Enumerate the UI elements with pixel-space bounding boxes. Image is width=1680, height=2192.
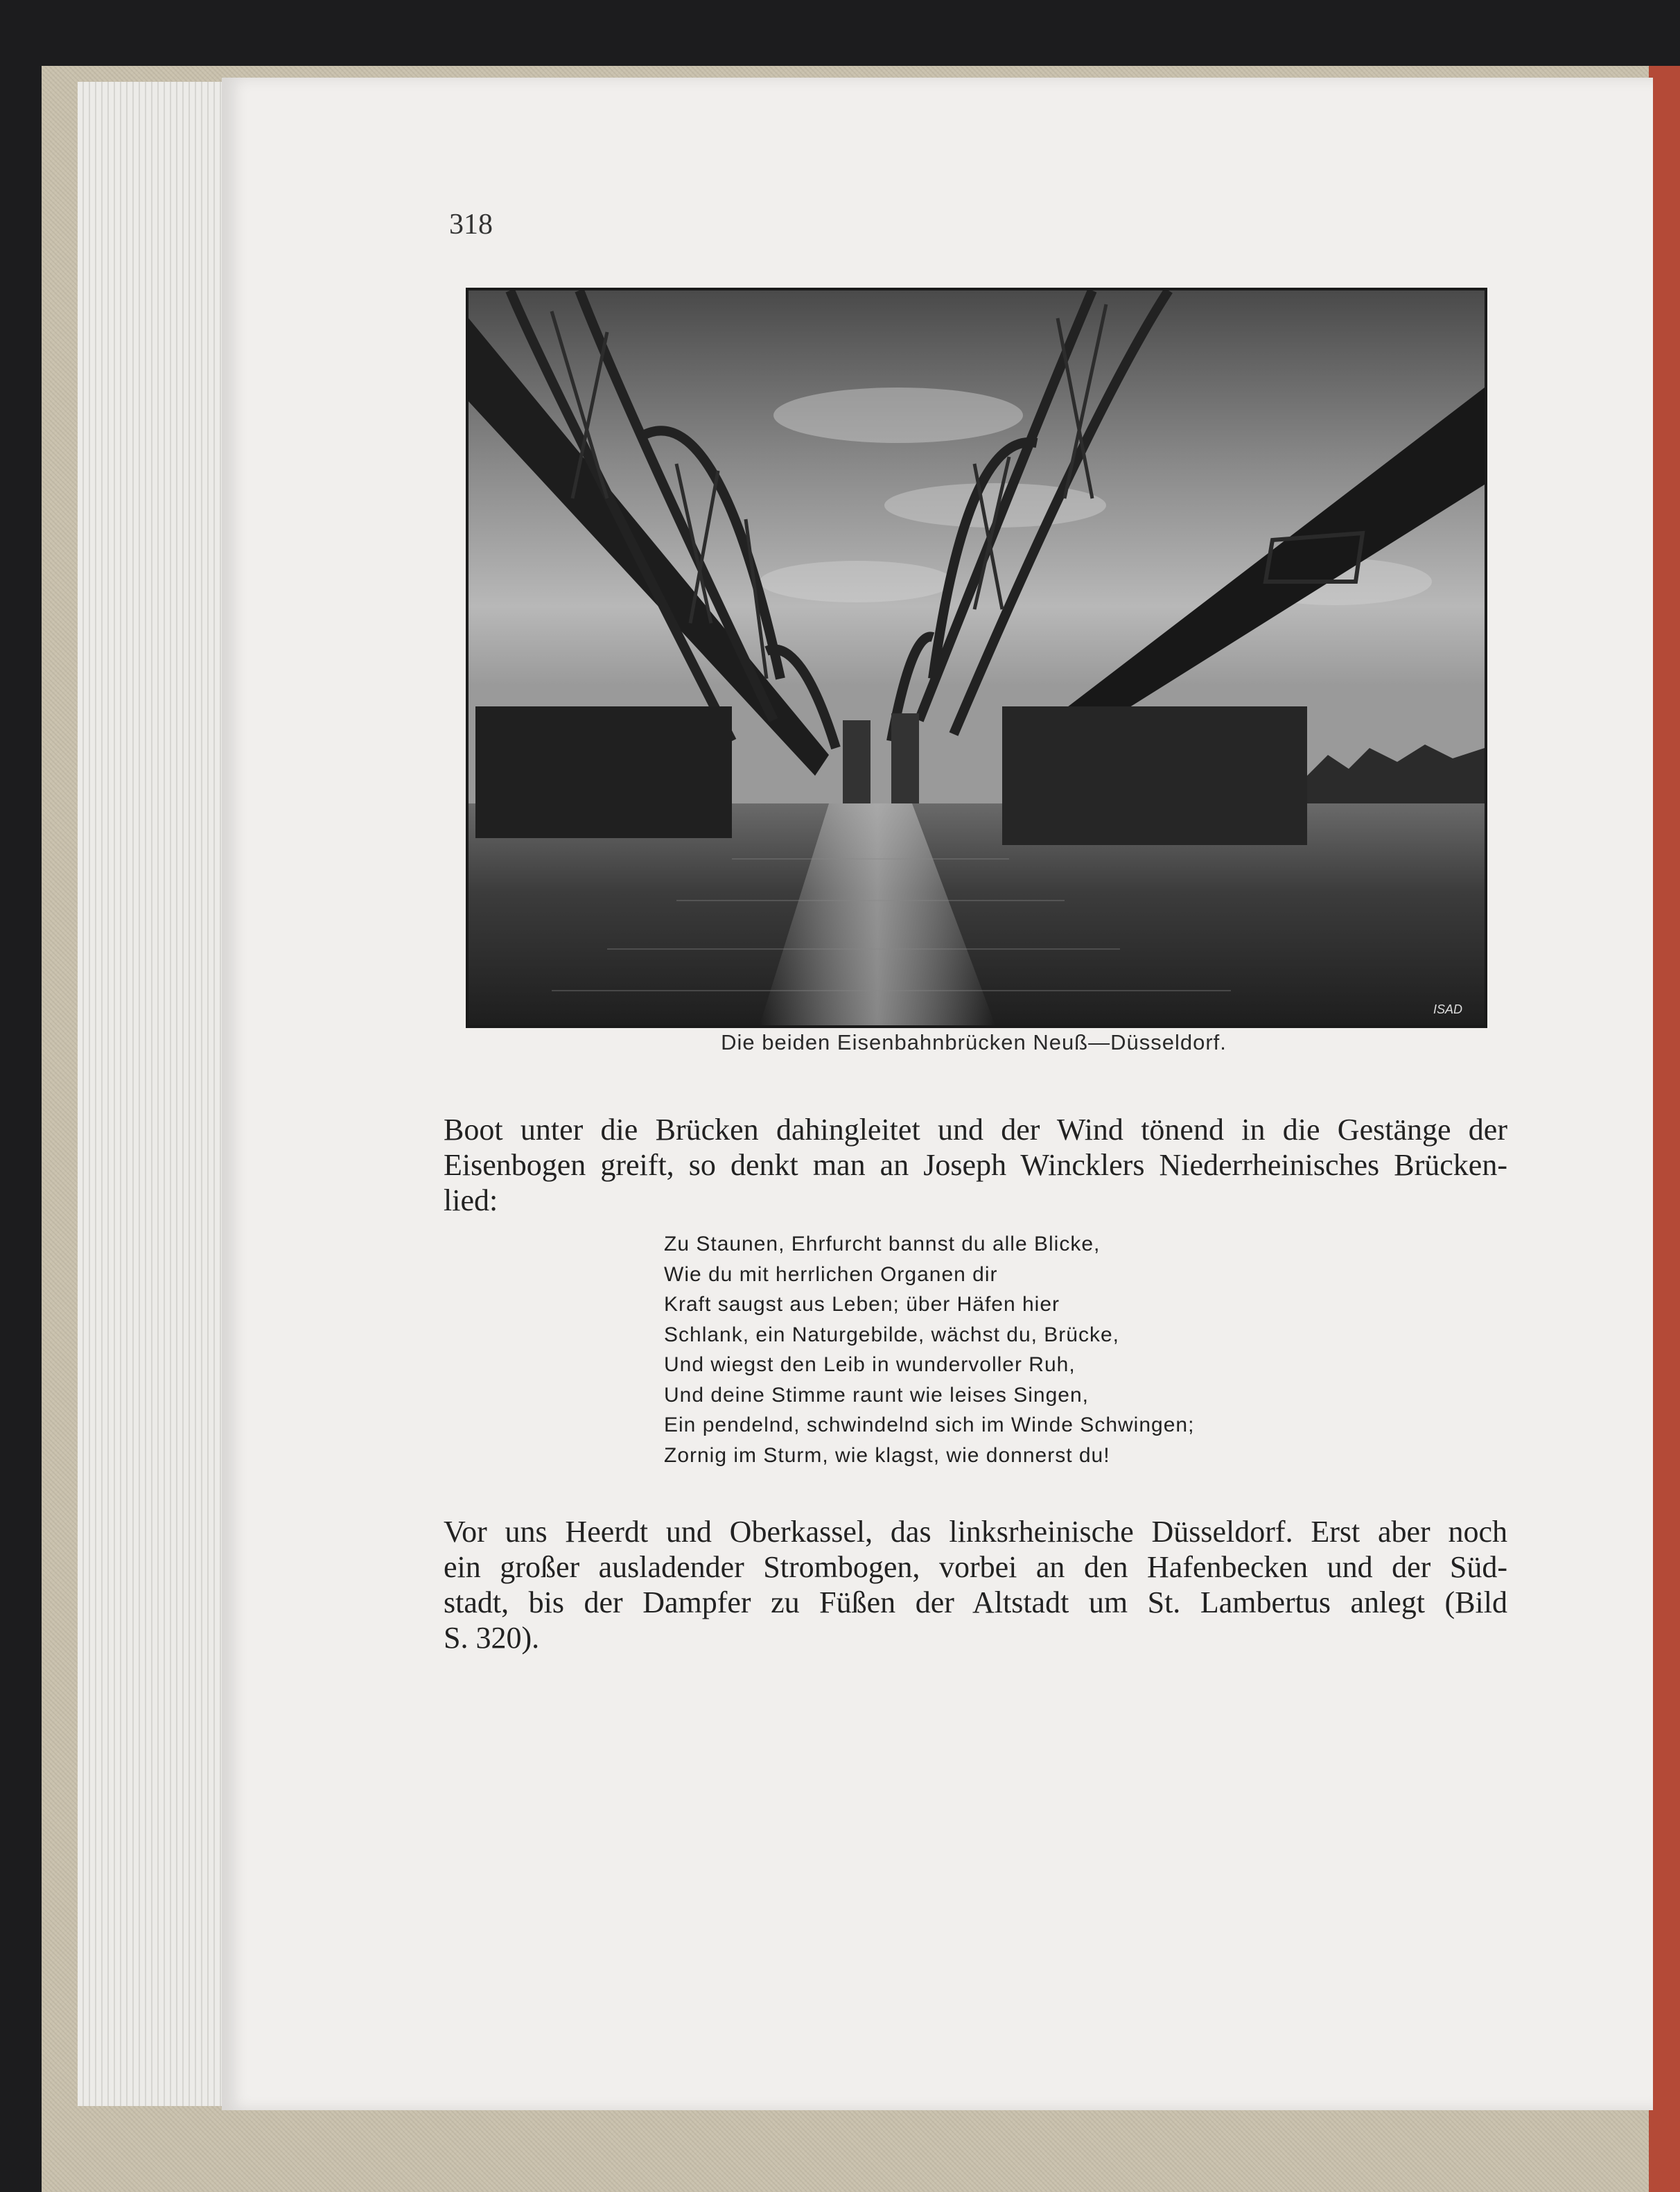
photo-caption: Die beiden Eisenbahnbrücken Neuß—Düsseldorf.: [721, 1030, 1227, 1054]
text-line: Boot unter die Brücken dahingleitet und der Wind tönend in die Gestänge der: [444, 1113, 1507, 1147]
poem-verse: Ein pendelnd, schwindelnd sich im Winde Schwingen;: [664, 1414, 1195, 1436]
bridge-photograph: [466, 288, 1487, 1028]
text-line: Vor uns Heerdt und Oberkassel, das linksrheinische Düsseldorf. Erst aber noch: [444, 1515, 1507, 1549]
page-number: 318: [449, 209, 493, 241]
poem-verse: Zu Staunen, Ehrfurcht bannst du alle Blicke,: [664, 1233, 1101, 1255]
poem-verse: Kraft saugst aus Leben; über Häfen hier: [664, 1293, 1060, 1316]
paragraph-intro: [444, 1112, 1507, 1218]
text-line: ein großer ausladender Strombogen, vorbei an den Hafenbecken und der Süd-: [444, 1550, 1507, 1584]
poem-verse: Zornig im Sturm, wie klagst, wie donnerst du!: [664, 1443, 1110, 1467]
distant-tower-left: [843, 720, 870, 803]
bridge-photo-drawing: [469, 290, 1485, 1025]
paragraph-outro: [444, 1514, 1507, 1655]
poem-verse: Und deine Stimme raunt wie leises Singen,: [664, 1383, 1089, 1407]
text-line: stadt, bis der Dampfer zu Füßen der Altstadt um St. Lambertus anlegt (Bild: [444, 1585, 1507, 1619]
text-line: Eisenbogen greift, so denkt man an Joseph Wincklers Niederrheinisches Brücken-: [444, 1148, 1507, 1182]
distant-tower-right: [891, 713, 919, 803]
text-line: S. 320).: [444, 1621, 540, 1655]
text-line: lied:: [444, 1183, 498, 1217]
poem-verse: Wie du mit herrlichen Organen dir: [664, 1262, 998, 1286]
right-pier: [1002, 706, 1307, 845]
cover-edge: [1649, 66, 1680, 2192]
poem-verse: Schlank, ein Naturgebilde, wächst du, Brücke,: [664, 1323, 1119, 1346]
poem-verse: Und wiegst den Leib in wundervoller Ruh,: [664, 1353, 1076, 1376]
poem-block: [664, 1229, 1194, 1470]
page-stack: [78, 82, 237, 2106]
left-pier: [475, 706, 732, 838]
photo-signature: ISAD: [1433, 1002, 1463, 1016]
